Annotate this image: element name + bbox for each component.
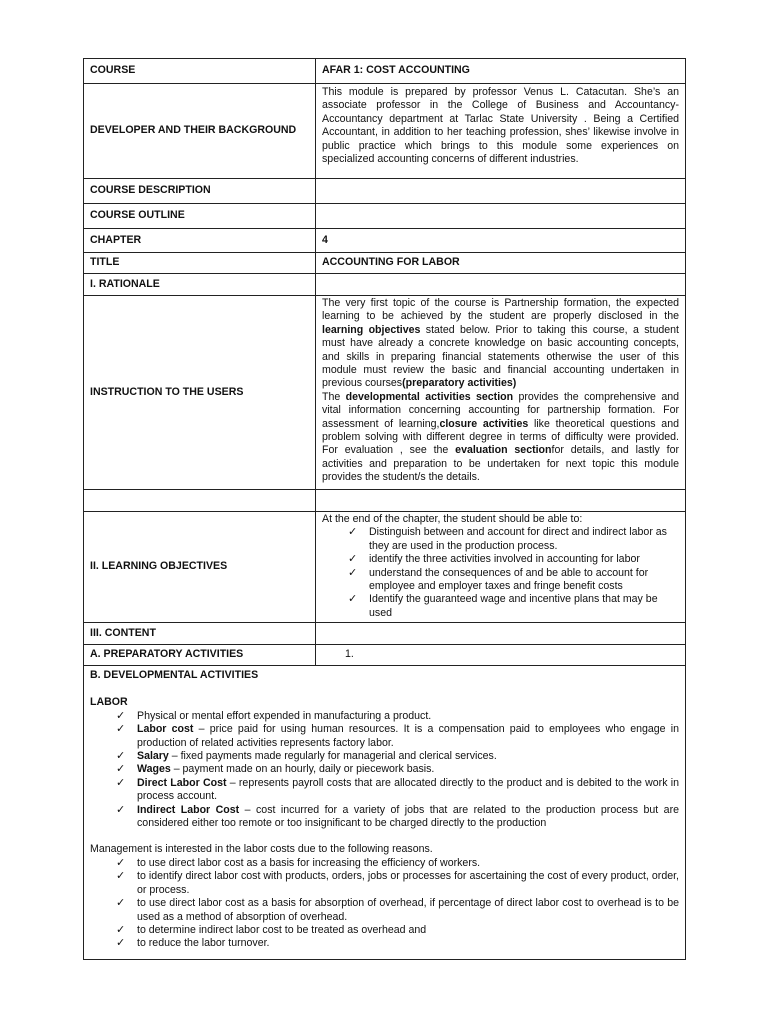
check-icon: ✓ <box>116 923 126 936</box>
chapter-value: 4 <box>316 229 686 253</box>
row-instruction <box>84 296 686 490</box>
rationale-label: I. RATIONALE <box>84 274 316 296</box>
learning-objectives-cell <box>316 512 686 623</box>
check-icon: ✓ <box>116 776 126 789</box>
definition-item: ✓ Labor cost – price paid for using human resources. It is a compensation paid to employees who engage in production of related activities represents factory labor. <box>116 723 680 749</box>
reason-item: ✓ to identify direct labor cost with products, orders, jobs or processes for ascertaining the cost of every product, order, or process. <box>116 870 679 896</box>
developmental-cell <box>84 666 686 960</box>
title-label: TITLE <box>84 253 316 274</box>
objectives-list <box>342 526 679 620</box>
definition-item: ✓ Salary – fixed payments made regularly for managerial and clerical services. <box>116 750 497 763</box>
check-icon: ✓ <box>348 593 358 606</box>
content-value <box>316 623 686 645</box>
course-description-label: COURSE DESCRIPTION <box>84 179 316 204</box>
developer-value: This module is prepared by professor Venus L. Catacutan. She’s an associate professor in the College of Business and Accountancy-Accountancy department at Tarlac State University . Being a Certified Accountant, in addition to her teaching profession, shes’ likewise involve in public practice which brings to this module some experiences on specialized accounting concerns of different industries. <box>316 84 686 179</box>
preparatory-value: 1. <box>316 645 686 666</box>
chapter-label: CHAPTER <box>84 229 316 253</box>
closure-activities-ref: closure activities <box>439 417 529 430</box>
blank-label <box>84 490 316 512</box>
definition-item: ✓ Wages – payment made on an hourly, daily or piecework basis. <box>116 763 435 776</box>
term-direct-labor-cost: Direct Labor Cost <box>137 776 227 789</box>
course-outline-label: COURSE OUTLINE <box>84 204 316 229</box>
check-icon: ✓ <box>116 723 126 736</box>
content-label: III. CONTENT <box>84 623 316 645</box>
blank-value <box>316 490 686 512</box>
objectives-intro: At the end of the chapter, the student should be able to: <box>322 513 583 525</box>
instruction-text <box>316 296 686 490</box>
definition-item: ✓ Physical or mental effort expended in manufacturing a product. <box>116 709 432 722</box>
check-icon: ✓ <box>116 870 126 883</box>
course-description-value <box>316 179 686 204</box>
check-icon: ✓ <box>116 897 126 910</box>
instruction-text-1: The very first topic of the course is Partnership formation, the expected learning to be achieved by the student are properly disclosed in the <box>322 297 679 323</box>
course-info-table <box>83 58 686 960</box>
reason-item: ✓ to use direct labor cost as a basis for absorption of overhead, if percentage of direct labor cost to overhead is to be used as a method of absorption of overhead. <box>116 897 679 923</box>
management-reasons-list <box>110 857 679 951</box>
check-icon: ✓ <box>116 709 126 722</box>
reason-item: ✓ to use direct labor cost as a basis for increasing the efficiency of workers. <box>116 856 481 869</box>
row-developmental <box>84 666 686 960</box>
reason-item: ✓ to determine indirect labor cost to be treated as overhead and <box>116 923 427 936</box>
course-label: COURSE <box>84 59 316 84</box>
row-course <box>84 59 686 84</box>
row-course-outline <box>84 204 686 229</box>
instruction-text-6: for details, and lastly for activities and preparation to be undertaken for next topic this module provides the student/s the details. <box>322 444 679 484</box>
row-title <box>84 253 686 274</box>
row-content <box>84 623 686 645</box>
management-intro: Management is interested in the labor costs due to the following reasons. <box>90 843 433 856</box>
instruction-text-3: The <box>322 390 346 403</box>
check-icon: ✓ <box>116 803 126 816</box>
objective-item: ✓ understand the consequences of and be able to account for employee and employer taxes and fringe benefit costs <box>348 566 649 593</box>
evaluation-section-ref: evaluation section <box>455 444 552 457</box>
row-chapter <box>84 229 686 253</box>
labor-definitions-list <box>110 710 679 831</box>
row-learning-objectives <box>84 512 686 623</box>
preparatory-activities-ref: (preparatory activities) <box>402 377 517 390</box>
preparatory-label: A. PREPARATORY ACTIVITIES <box>84 645 316 666</box>
instruction-text-4: provides the comprehensive and vital information concerning accounting for partnership formation. For assessment of learning, <box>322 390 679 430</box>
row-blank <box>84 490 686 512</box>
reason-item: ✓ to reduce the labor turnover. <box>116 937 270 950</box>
term-labor-cost: Labor cost <box>137 723 194 736</box>
labor-heading: LABOR <box>90 696 128 709</box>
module-document <box>83 58 686 960</box>
objective-item: ✓ identify the three activities involved in accounting for labor <box>348 553 640 566</box>
developmental-heading: B. DEVELOPMENTAL ACTIVITIES <box>90 669 259 681</box>
check-icon: ✓ <box>116 750 126 763</box>
check-icon: ✓ <box>116 937 126 950</box>
learning-objectives-label: II. LEARNING OBJECTIVES <box>84 512 316 623</box>
course-value: AFAR 1: COST ACCOUNTING <box>316 59 686 84</box>
check-icon: ✓ <box>348 553 358 566</box>
definition-item: ✓ Direct Labor Cost – represents payroll costs that are allocated directly to the product and is debited to the work in process account. <box>116 776 679 803</box>
row-rationale <box>84 274 686 296</box>
row-developer <box>84 84 686 179</box>
term-indirect-labor-cost: Indirect Labor Cost <box>137 803 240 816</box>
instruction-label: INSTRUCTION TO THE USERS <box>84 296 316 490</box>
objective-item: ✓ Identify the guaranteed wage and incentive plans that may be used <box>348 593 658 619</box>
check-icon: ✓ <box>116 763 126 776</box>
learning-objectives-ref: learning objectives <box>322 323 421 336</box>
check-icon: ✓ <box>348 566 358 579</box>
check-icon: ✓ <box>348 526 358 539</box>
title-value: ACCOUNTING FOR LABOR <box>316 253 686 274</box>
check-icon: ✓ <box>116 856 126 869</box>
rationale-value <box>316 274 686 296</box>
instruction-text-5: like theoretical questions and problem solving with different degree in terms of difficulty were provided. For evaluation , see the <box>322 417 679 457</box>
term-wages: Wages <box>137 763 171 776</box>
definition-item: ✓ Indirect Labor Cost – cost incurred for a variety of jobs that are related to the production process but are considered either too remote or too insignificant to be charged directly to the production <box>116 803 679 830</box>
instruction-text-2: stated below. Prior to taking this course, a student must have already a concrete knowledge on basic accounting concepts, and skills in preparing financial statements otherwise the user of this module must review the basic and financial accounting undertaken in previous courses <box>322 323 679 390</box>
developer-label: DEVELOPER AND THEIR BACKGROUND <box>84 84 316 179</box>
term-salary: Salary <box>137 750 169 763</box>
developmental-activities-ref: developmental activities section <box>345 390 514 403</box>
row-preparatory <box>84 645 686 666</box>
row-course-description <box>84 179 686 204</box>
course-outline-value <box>316 204 686 229</box>
objective-item: ✓ Distinguish between and account for direct and indirect labor as they are used in the production process. <box>348 526 667 552</box>
